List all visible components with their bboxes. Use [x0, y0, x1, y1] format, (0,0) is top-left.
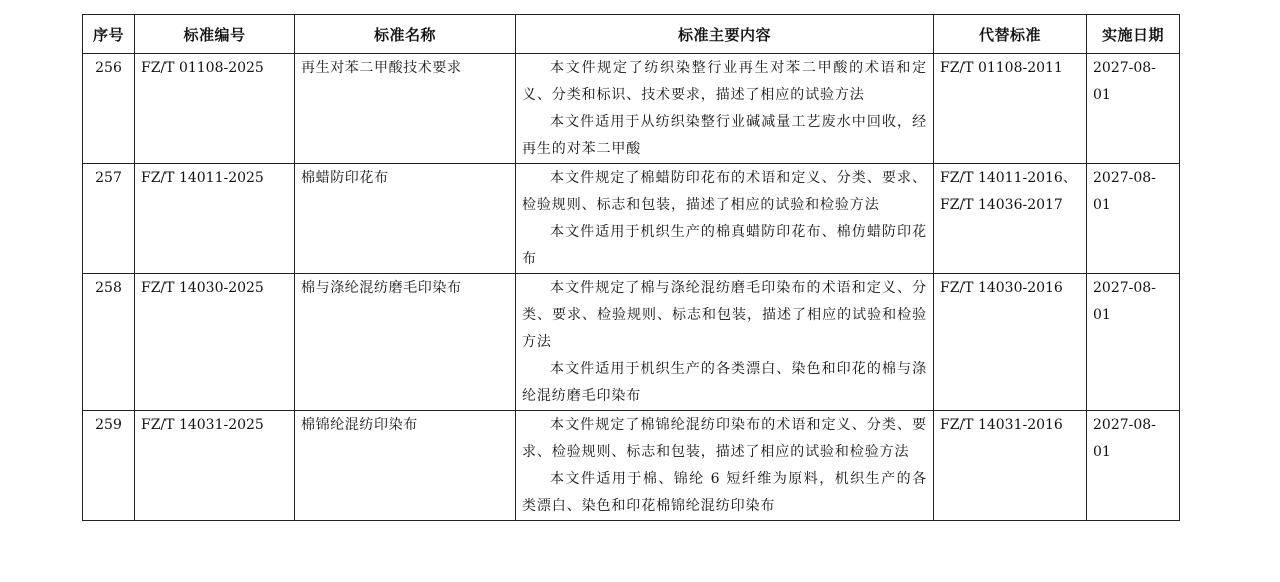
effective-date: 2027-08-01: [1087, 411, 1180, 521]
replaced-standard-code: FZ/T 14036-2017: [940, 197, 1063, 213]
content-applicability-paragraph: 本文件适用于从纺织染整行业碱减量工艺废水中回收，经再生的对苯二甲酸: [522, 114, 927, 157]
content-applicability-paragraph: 本文件适用于棉、锦纶 6 短纤维为原料，机织生产的各类漂白、染色和印花棉锦纶混纺印染布: [522, 471, 927, 514]
content-scope-paragraph: 本文件规定了纺织染整行业再生对苯二甲酸的术语和定义、分类和标识、技术要求，描述了相应的试验方法: [522, 60, 927, 103]
effective-date: 2027-08-01: [1087, 54, 1180, 164]
content-scope-paragraph: 本文件规定了棉锦纶混纺印染布的术语和定义、分类、要求、检验规则、标志和包装，描述了相应的试验和检验方法: [522, 417, 927, 460]
table-row: [83, 54, 1180, 164]
standard-name: 棉蜡防印花布: [295, 164, 516, 274]
standard-content: [516, 164, 934, 274]
standard-code: FZ/T 14031-2025: [135, 411, 295, 521]
content-applicability-paragraph: 本文件适用于机织生产的各类漂白、染色和印花的棉与涤纶混纺磨毛印染布: [522, 361, 927, 404]
standard-name: 棉与涤纶混纺磨毛印染布: [295, 274, 516, 411]
header-code: 标准编号: [135, 15, 295, 54]
replaced-standard: [934, 274, 1087, 411]
row-number: 258: [83, 274, 135, 411]
standard-content: [516, 411, 934, 521]
standard-content: [516, 54, 934, 164]
replaced-standard-code: FZ/T 14031-2016: [940, 417, 1063, 433]
header-no: 序号: [83, 15, 135, 54]
standard-code: FZ/T 14011-2025: [135, 164, 295, 274]
header-row: [83, 15, 1180, 54]
standard-name: 棉锦纶混纺印染布: [295, 411, 516, 521]
header-date: 实施日期: [1087, 15, 1180, 54]
content-scope-paragraph: 本文件规定了棉与涤纶混纺磨毛印染布的术语和定义、分类、要求、检验规则、标志和包装，描述了相应的试验和检验方法: [522, 280, 927, 350]
table-row: [83, 164, 1180, 274]
content-scope-paragraph: 本文件规定了棉蜡防印花布的术语和定义、分类、要求、检验规则、标志和包装，描述了相应的试验和检验方法: [522, 170, 927, 213]
effective-date: 2027-08-01: [1087, 164, 1180, 274]
standard-name: 再生对苯二甲酸技术要求: [295, 54, 516, 164]
standard-content: [516, 274, 934, 411]
row-number: 256: [83, 54, 135, 164]
standard-code: FZ/T 01108-2025: [135, 54, 295, 164]
replaced-standard-code: FZ/T 01108-2011: [940, 60, 1063, 76]
header-replaces: 代替标准: [934, 15, 1087, 54]
replaced-standard-code: FZ/T 14030-2016: [940, 280, 1063, 296]
replaced-standard: [934, 54, 1087, 164]
replaced-standard: [934, 164, 1087, 274]
table-row: [83, 274, 1180, 411]
header-name: 标准名称: [295, 15, 516, 54]
replaced-standard: [934, 411, 1087, 521]
standard-code: FZ/T 14030-2025: [135, 274, 295, 411]
effective-date: 2027-08-01: [1087, 274, 1180, 411]
table-row: [83, 411, 1180, 521]
header-content: 标准主要内容: [516, 15, 934, 54]
row-number: 257: [83, 164, 135, 274]
standards-table: [82, 14, 1180, 521]
row-number: 259: [83, 411, 135, 521]
content-applicability-paragraph: 本文件适用于机织生产的棉真蜡防印花布、棉仿蜡防印花布: [522, 224, 927, 267]
replaced-standard-code: FZ/T 14011-2016、: [940, 170, 1077, 186]
